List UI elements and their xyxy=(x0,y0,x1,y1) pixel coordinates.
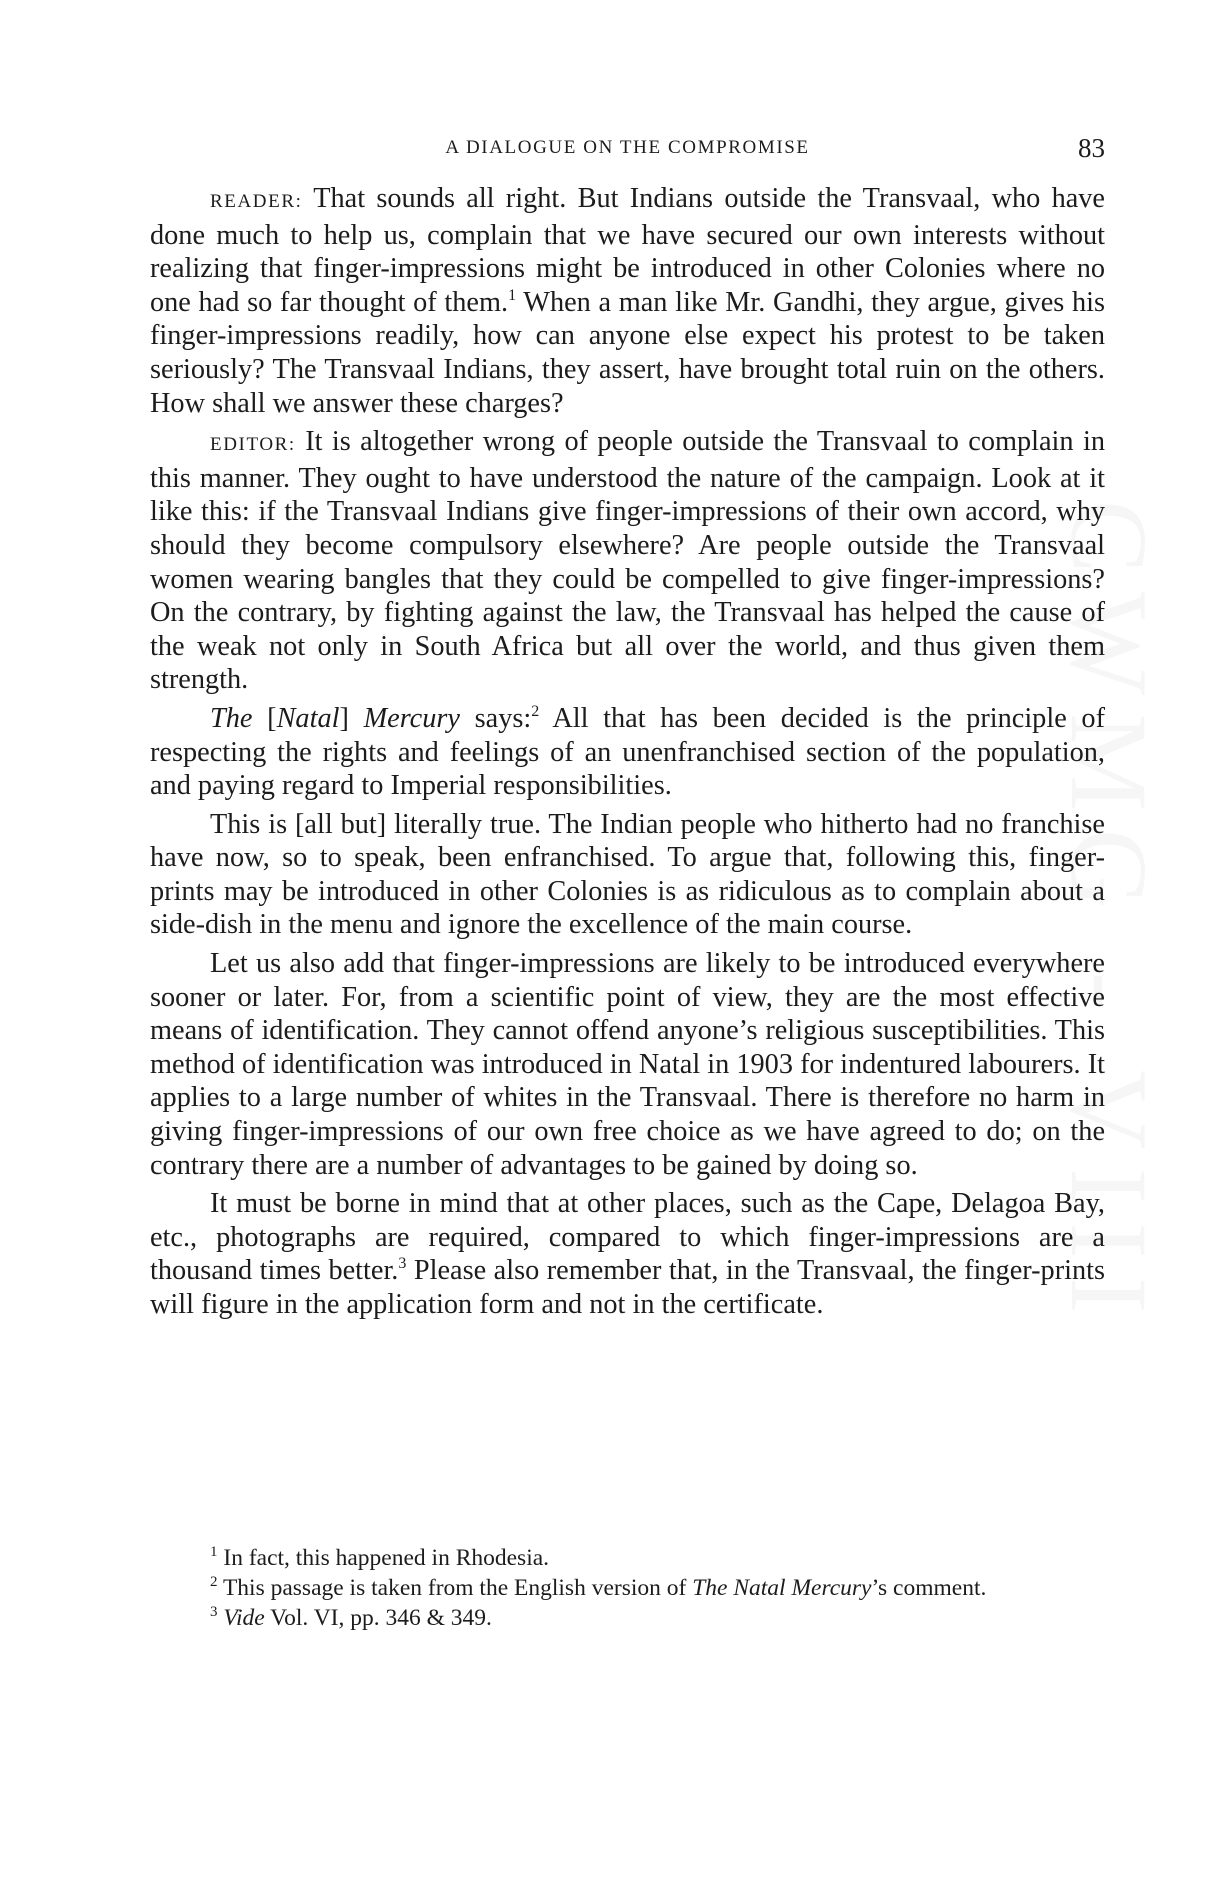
footnote-1 xyxy=(150,1543,1105,1573)
newspaper-title-part: Mercury xyxy=(363,702,460,734)
says-text: says: xyxy=(459,702,532,734)
footnote-3 xyxy=(150,1603,1105,1633)
running-head xyxy=(150,133,1105,167)
footnotes xyxy=(150,1543,1105,1633)
paragraph-text: All that has been decided is the principle of respecting the rights and feelings of an unenfranchised section of the population, and paying regard to Imperial responsibilities. xyxy=(150,702,1105,802)
footnote-ref: 1 xyxy=(508,286,517,304)
running-title: A DIALOGUE ON THE COMPROMISE xyxy=(445,137,810,158)
footnote-text: In fact, this happened in Rhodesia. xyxy=(217,1545,550,1571)
paragraph-text: It must be borne in mind that at other places, such as the Cape, Delagoa Bay, etc., photographs are required, compared to which finger-impressions are a thousand times better. xyxy=(150,1188,1105,1287)
editorial-insertion: [Natal] xyxy=(267,702,349,734)
watermark xyxy=(1112,500,1222,1480)
paragraph-franchise xyxy=(150,808,1105,942)
paragraph-text: It is altogether wrong of people outside the Transvaal to complain in this manner. They ought to have understood the nature of the campaign. Look at it like this: if the Transvaal Indians give finger-impressions of their own accord, why should they become compulsory elsewhere? Are people outside the Transvaal women wearing bangles that they could be compelled to give finger-impressions? On the contrary, by fighting against the law, the Transvaal has helped the cause of the weak not only in South Africa but all over the world, and thus given them strength. xyxy=(150,426,1105,696)
paragraph-text: That sounds all right. But Indians outside the Transvaal, who have done much to help us, complain that we have secured our own interests without realizing that finger-impressions might be introduced in other Colonies where no one had so far thought of them. xyxy=(150,183,1105,318)
paragraph-mercury-quote xyxy=(150,702,1105,803)
footnote-ref: 3 xyxy=(398,1255,407,1273)
newspaper-title-part: The xyxy=(210,702,253,734)
footnote-text: Vol. VI, pp. 346 & 349. xyxy=(264,1605,492,1631)
paragraph-reader xyxy=(150,182,1105,420)
footnote-number: 3 xyxy=(210,1604,218,1620)
footnote-italic: Vide xyxy=(217,1605,265,1631)
paragraph-editor xyxy=(150,425,1105,697)
footnote-2 xyxy=(150,1573,1105,1603)
paragraph-text: Let us also add that finger-impressions are likely to be introduced everywhere sooner or later. For, from a scientific point of view, they are the most effective means of identification. They cannot offend anyone’s religious susceptibilities. This method of identification was introduced in Natal in 1903 for indentured labourers. It applies to a large number of whites in the Transvaal. There is therefore no harm in giving finger-impressions of our own free choice as we have agreed to do; on the contrary there are a number of advantages to be gained by doing so. xyxy=(150,948,1105,1181)
footnote-text-continued: ’s comment. xyxy=(871,1575,987,1601)
footnote-ref: 2 xyxy=(531,702,540,720)
footnote-number: 2 xyxy=(210,1574,218,1590)
paragraph-text-continued: When a man like Mr. Gandhi, they argue, gives his finger-impressions readily, how can anyone else expect his protest to be taken seriously? The Transvaal Indians, they assert, have brought total ruin on the others. How shall we answer these charges? xyxy=(150,286,1105,419)
footnote-text: This passage is taken from the English version of xyxy=(217,1575,693,1601)
footnote-italic: The Natal Mercury xyxy=(692,1575,872,1601)
paragraph-text: This is [all but] literally true. The Indian people who hitherto had no franchise have now, so to speak, been enfranchised. To argue that, following this, finger-prints may be introduced in other Colonies is as ridiculous as to complain about a side-dish in the menu and ignore the excellence of the main course. xyxy=(150,808,1105,941)
page-number: 83 xyxy=(1078,133,1105,163)
body-text xyxy=(150,182,1105,1327)
speaker-label: READER: xyxy=(210,191,303,212)
speaker-label: EDITOR: xyxy=(210,434,296,456)
footnote-number: 1 xyxy=(210,1544,218,1560)
paragraph-identification xyxy=(150,947,1105,1182)
paragraph-photographs xyxy=(150,1187,1105,1321)
paragraph-text-continued: Please also remember that, in the Transvaal, the finger-prints will figure in the application form and not in the certificate. xyxy=(150,1255,1106,1320)
